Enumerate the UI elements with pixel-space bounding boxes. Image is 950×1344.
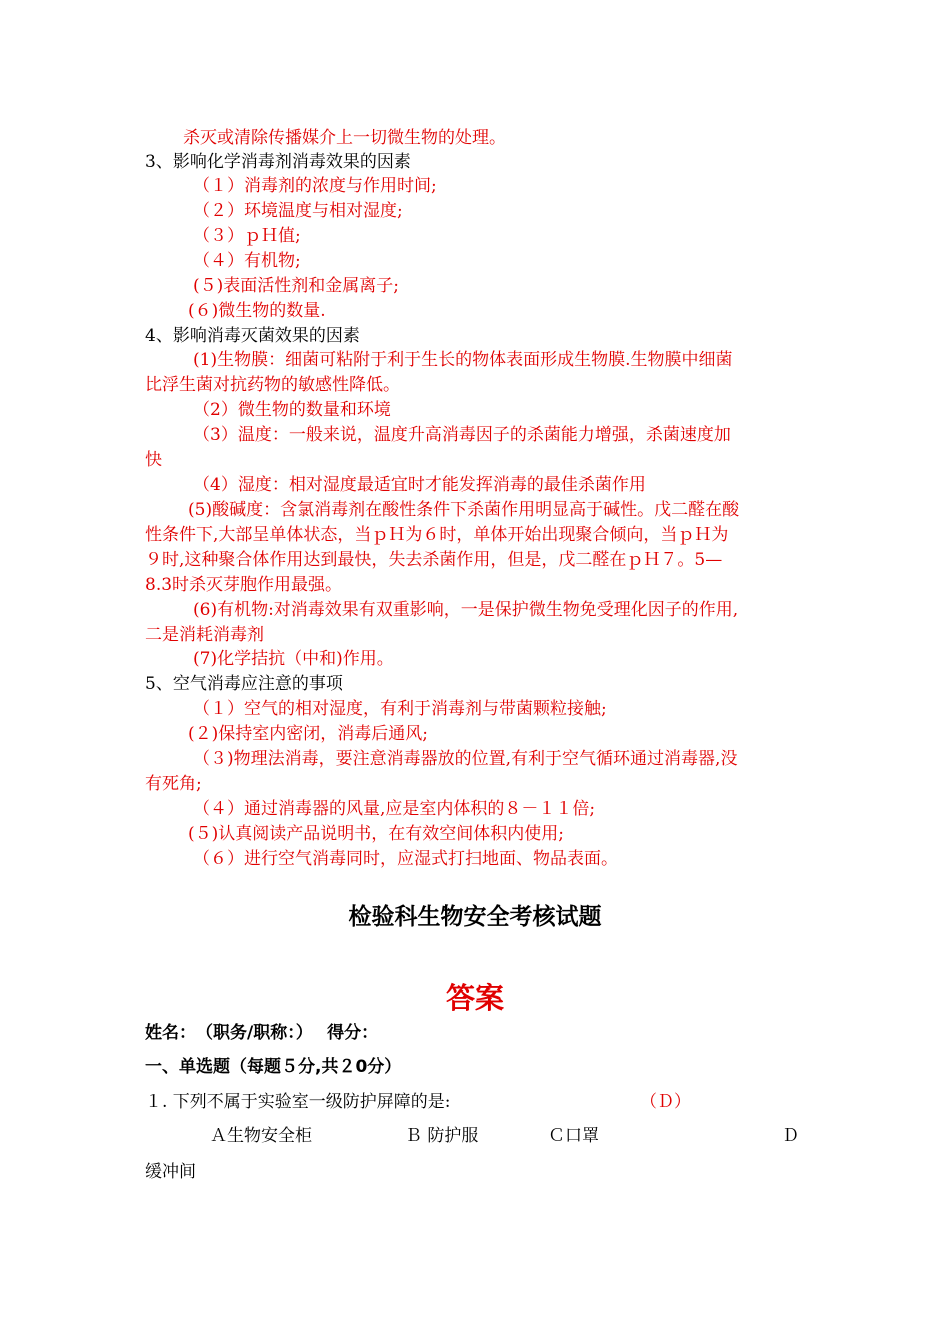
section5-line: （１）空气的相对湿度，有利于消毒剂与带菌颗粒接触; xyxy=(193,699,607,719)
option-d: Ｄ xyxy=(782,1126,799,1146)
section3-item: (６)微生物的数量. xyxy=(188,301,326,321)
option-b: Ｂ 防护服 xyxy=(405,1126,479,1146)
section5-line: (２)保持室内密闭，消毒后通风; xyxy=(188,724,428,744)
section3-item: （３）ｐＨ值; xyxy=(193,226,301,246)
section3-item: （４）有机物; xyxy=(193,251,301,271)
section5-line: 有死角; xyxy=(145,774,202,794)
section4-line: 比浮生菌对抗药物的敏感性降低。 xyxy=(145,375,400,395)
section3-heading: 3、影响化学消毒剂消毒效果的因素 xyxy=(145,152,411,172)
question-1-text: １. 下列不属于实验室一级防护屏障的是: xyxy=(145,1092,451,1112)
section4-line: （4）湿度：相对湿度最适宜时才能发挥消毒的最佳杀菌作用 xyxy=(193,475,646,495)
intro-tail-text: 杀灭或清除传播媒介上一切微生物的处理。 xyxy=(183,128,506,148)
answer-label: 答案 xyxy=(445,981,504,1015)
option-c: Ｃ口罩 xyxy=(548,1126,599,1146)
info-line: 姓名： （职务/职称：） 得分： xyxy=(145,1023,379,1043)
section4-line: (5)酸碱度：含氯消毒剂在酸性条件下杀菌作用明显高于碱性。戊二醛在酸 xyxy=(188,500,740,520)
section4-line: (7)化学拮抗（中和)作用。 xyxy=(193,649,394,669)
option-a: Ａ生物安全柜 xyxy=(210,1126,312,1146)
section3-item: （１）消毒剂的浓度与作用时间; xyxy=(193,176,437,196)
section4-line: 性条件下,大部呈单体状态，当ｐＨ为６时，单体开始出现聚合倾向，当ｐＨ为 xyxy=(145,525,729,545)
question-1-answer: （Ｄ） xyxy=(640,1092,691,1112)
section4-line: (6)有机物:对消毒效果有双重影响，一是保护微生物免受理化因子的作用, xyxy=(193,600,739,620)
section4-line: (1)生物膜：细菌可粘附于利于生长的物体表面形成生物膜.生物膜中细菌 xyxy=(193,350,733,370)
section4-line: 二是消耗消毒剂 xyxy=(145,625,264,645)
section3-item: (５)表面活性剂和金属离子; xyxy=(193,276,399,296)
section5-line: (５)认真阅读产品说明书，在有效空间体积内使用; xyxy=(188,824,564,844)
section4-line: 8.3时杀灭芽胞作用最强。 xyxy=(145,575,343,595)
section4-line: （2）微生物的数量和环境 xyxy=(193,400,391,420)
option-d-wrap: 缓冲间 xyxy=(145,1162,196,1182)
section5-line: （４）通过消毒器的风量,应是室内体积的８－１１倍; xyxy=(193,799,596,819)
section4-line: （3）温度：一般来说，温度升高消毒因子的杀菌能力增强，杀菌速度加 xyxy=(193,425,731,445)
section4-line: 快 xyxy=(145,450,162,470)
part1-heading: 一、单选题（每题５分,共２0分） xyxy=(145,1057,402,1077)
section5-heading: 5、空气消毒应注意的事项 xyxy=(145,674,343,694)
section4-heading: 4、影响消毒灭菌效果的因素 xyxy=(145,326,360,346)
section5-line: （６）进行空气消毒同时，应湿式打扫地面、物品表面。 xyxy=(193,849,618,869)
section4-line: ９时,这种聚合体作用达到最快，失去杀菌作用，但是，戊二醛在ｐＨ７。5— xyxy=(145,550,723,570)
section3-item: （２）环境温度与相对湿度; xyxy=(193,201,403,221)
exam-title: 检验科生物安全考核试题 xyxy=(348,904,602,930)
section5-line: （３)物理法消毒，要注意消毒器放的位置,有利于空气循环通过消毒器,没 xyxy=(193,749,738,769)
